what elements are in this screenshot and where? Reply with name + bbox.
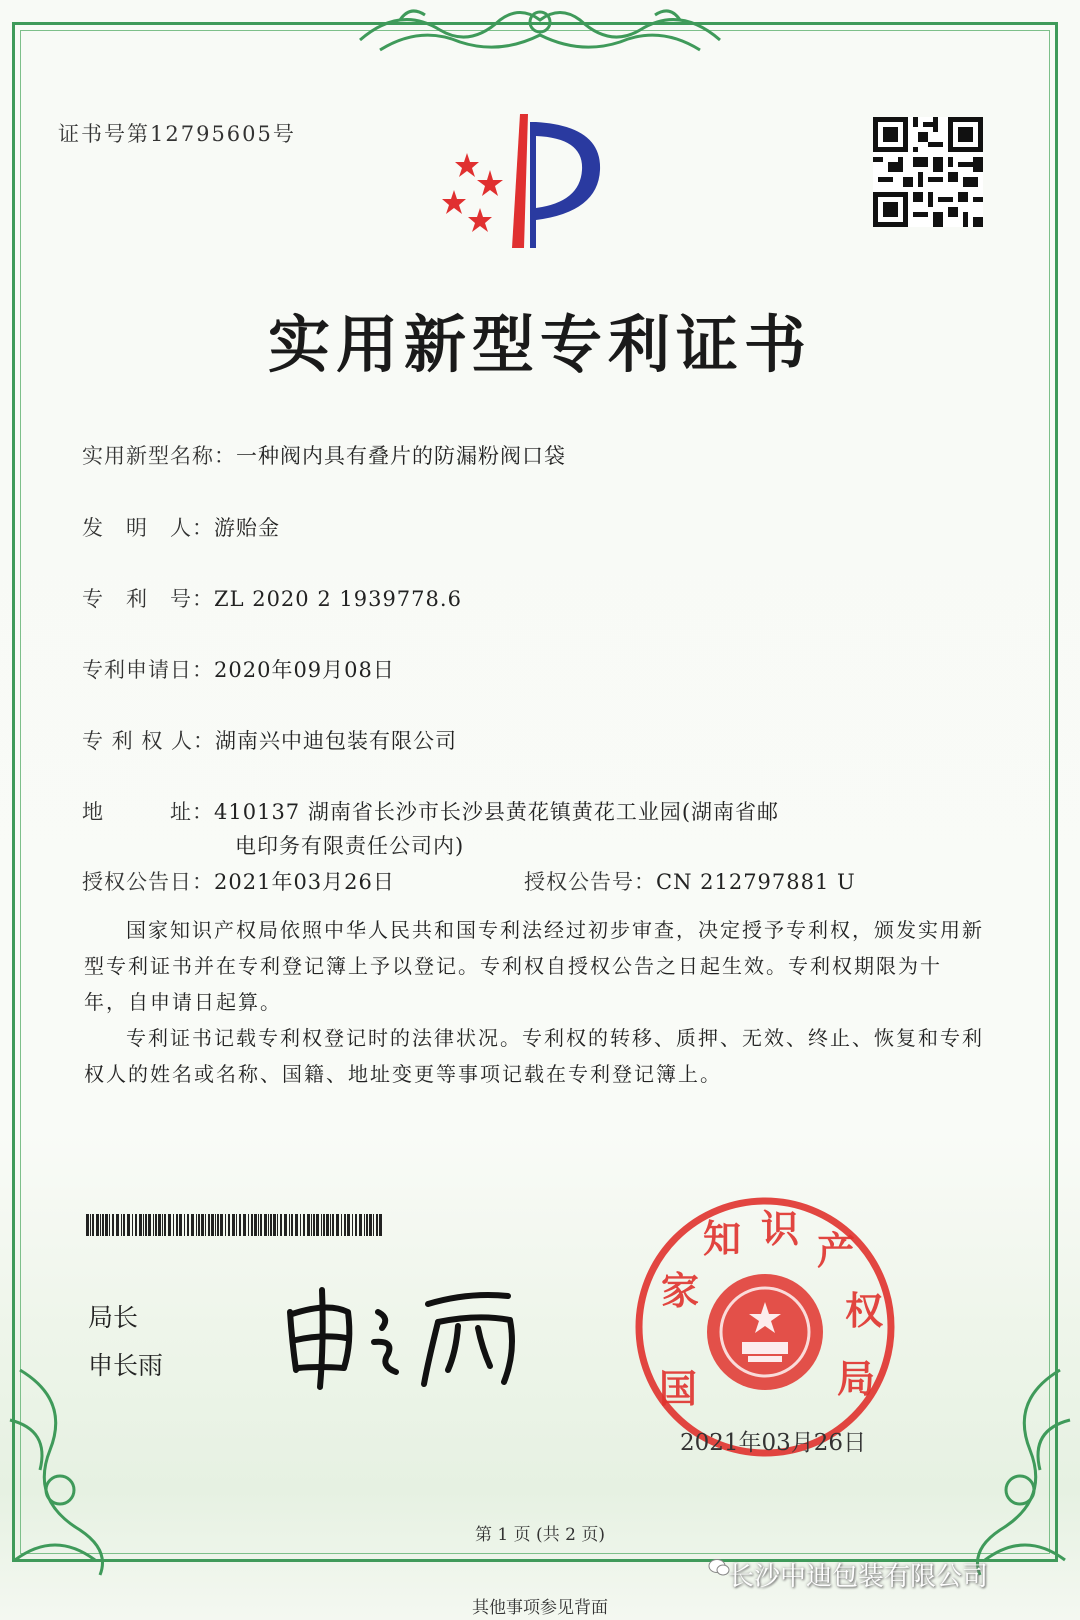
footer-note: 其他事项参见背面 [472, 1598, 608, 1618]
grant-number-value: CN 212797881 U [656, 870, 856, 894]
grant-date-row [82, 866, 395, 896]
left-corner-ornament [0, 1360, 130, 1580]
page-number: 第 1 页 (共 2 页) [475, 1525, 605, 1545]
grant-number-row [524, 866, 856, 896]
seal-char-4: 识 [760, 1207, 800, 1251]
certificate-title: 实用新型专利证书 [267, 308, 812, 381]
address-row [82, 796, 779, 826]
right-corner-ornament [950, 1360, 1080, 1580]
signer-title: 局长 [88, 1303, 139, 1332]
official-seal [630, 1192, 900, 1462]
handwritten-signature [278, 1282, 538, 1392]
wechat-icon [708, 1558, 730, 1578]
qr-code [873, 117, 983, 227]
patentee-label: 专 利 权 人： [82, 729, 216, 753]
patent-number-label: 专 利 号： [82, 587, 214, 611]
signer-name: 申长雨 [88, 1351, 164, 1380]
grant-date-value: 2021年03月26日 [214, 870, 395, 894]
inventor-row [82, 512, 280, 542]
body-text [84, 912, 984, 1092]
barcode [86, 1214, 386, 1236]
grant-number-label: 授权公告号： [524, 870, 656, 894]
seal-date: 2021年03月26日 [680, 1430, 867, 1456]
seal-char-7: 局 [836, 1357, 876, 1401]
seal-char-1: 国 [658, 1367, 698, 1411]
address-line-2: 电印务有限责任公司内) [235, 834, 465, 858]
seal-char-2: 家 [660, 1269, 700, 1313]
address-label: 地 址： [82, 800, 214, 824]
utility-model-name-row [82, 440, 566, 470]
filing-date-label: 专利申请日： [82, 658, 214, 682]
cnipa-logo [432, 108, 612, 258]
patent-number-value: ZL 2020 2 1939778.6 [214, 587, 462, 611]
address-line-1: 410137 湖南省长沙市长沙县黄花镇黄花工业园(湖南省邮 [214, 800, 780, 824]
watermark-text: 长沙中迪包装有限公司 [728, 1562, 989, 1592]
certificate-number: 证书号第12795605号 [58, 122, 296, 146]
utility-model-name-label: 实用新型名称： [82, 444, 236, 468]
seal-char-3: 知 [702, 1217, 742, 1261]
utility-model-name-value: 一种阀内具有叠片的防漏粉阀口袋 [236, 444, 566, 468]
grant-date-label: 授权公告日： [82, 870, 214, 894]
seal-char-5: 产 [816, 1229, 856, 1273]
filing-date-row [82, 654, 395, 684]
top-ornament [340, 0, 740, 60]
patentee-value: 湖南兴中迪包装有限公司 [215, 729, 458, 753]
patentee-row [82, 725, 457, 755]
inventor-label: 发 明 人： [82, 516, 214, 540]
filing-date-value: 2020年09月08日 [214, 658, 395, 682]
body-paragraph-1: 国家知识产权局依照中华人民共和国专利法经过初步审查，决定授予专利权，颁发实用新型专利证书并在专利登记簿上予以登记。专利权自授权公告之日起生效。专利权期限为十年，自申请日起算。 [84, 918, 984, 1014]
patent-number-row [82, 583, 462, 613]
seal-char-6: 权 [844, 1289, 884, 1333]
inventor-value: 游贻金 [214, 516, 280, 540]
body-paragraph-2: 专利证书记载专利权登记时的法律状况。专利权的转移、质押、无效、终止、恢复和专利权人的姓名或名称、国籍、地址变更等事项记载在专利登记簿上。 [84, 1026, 984, 1086]
